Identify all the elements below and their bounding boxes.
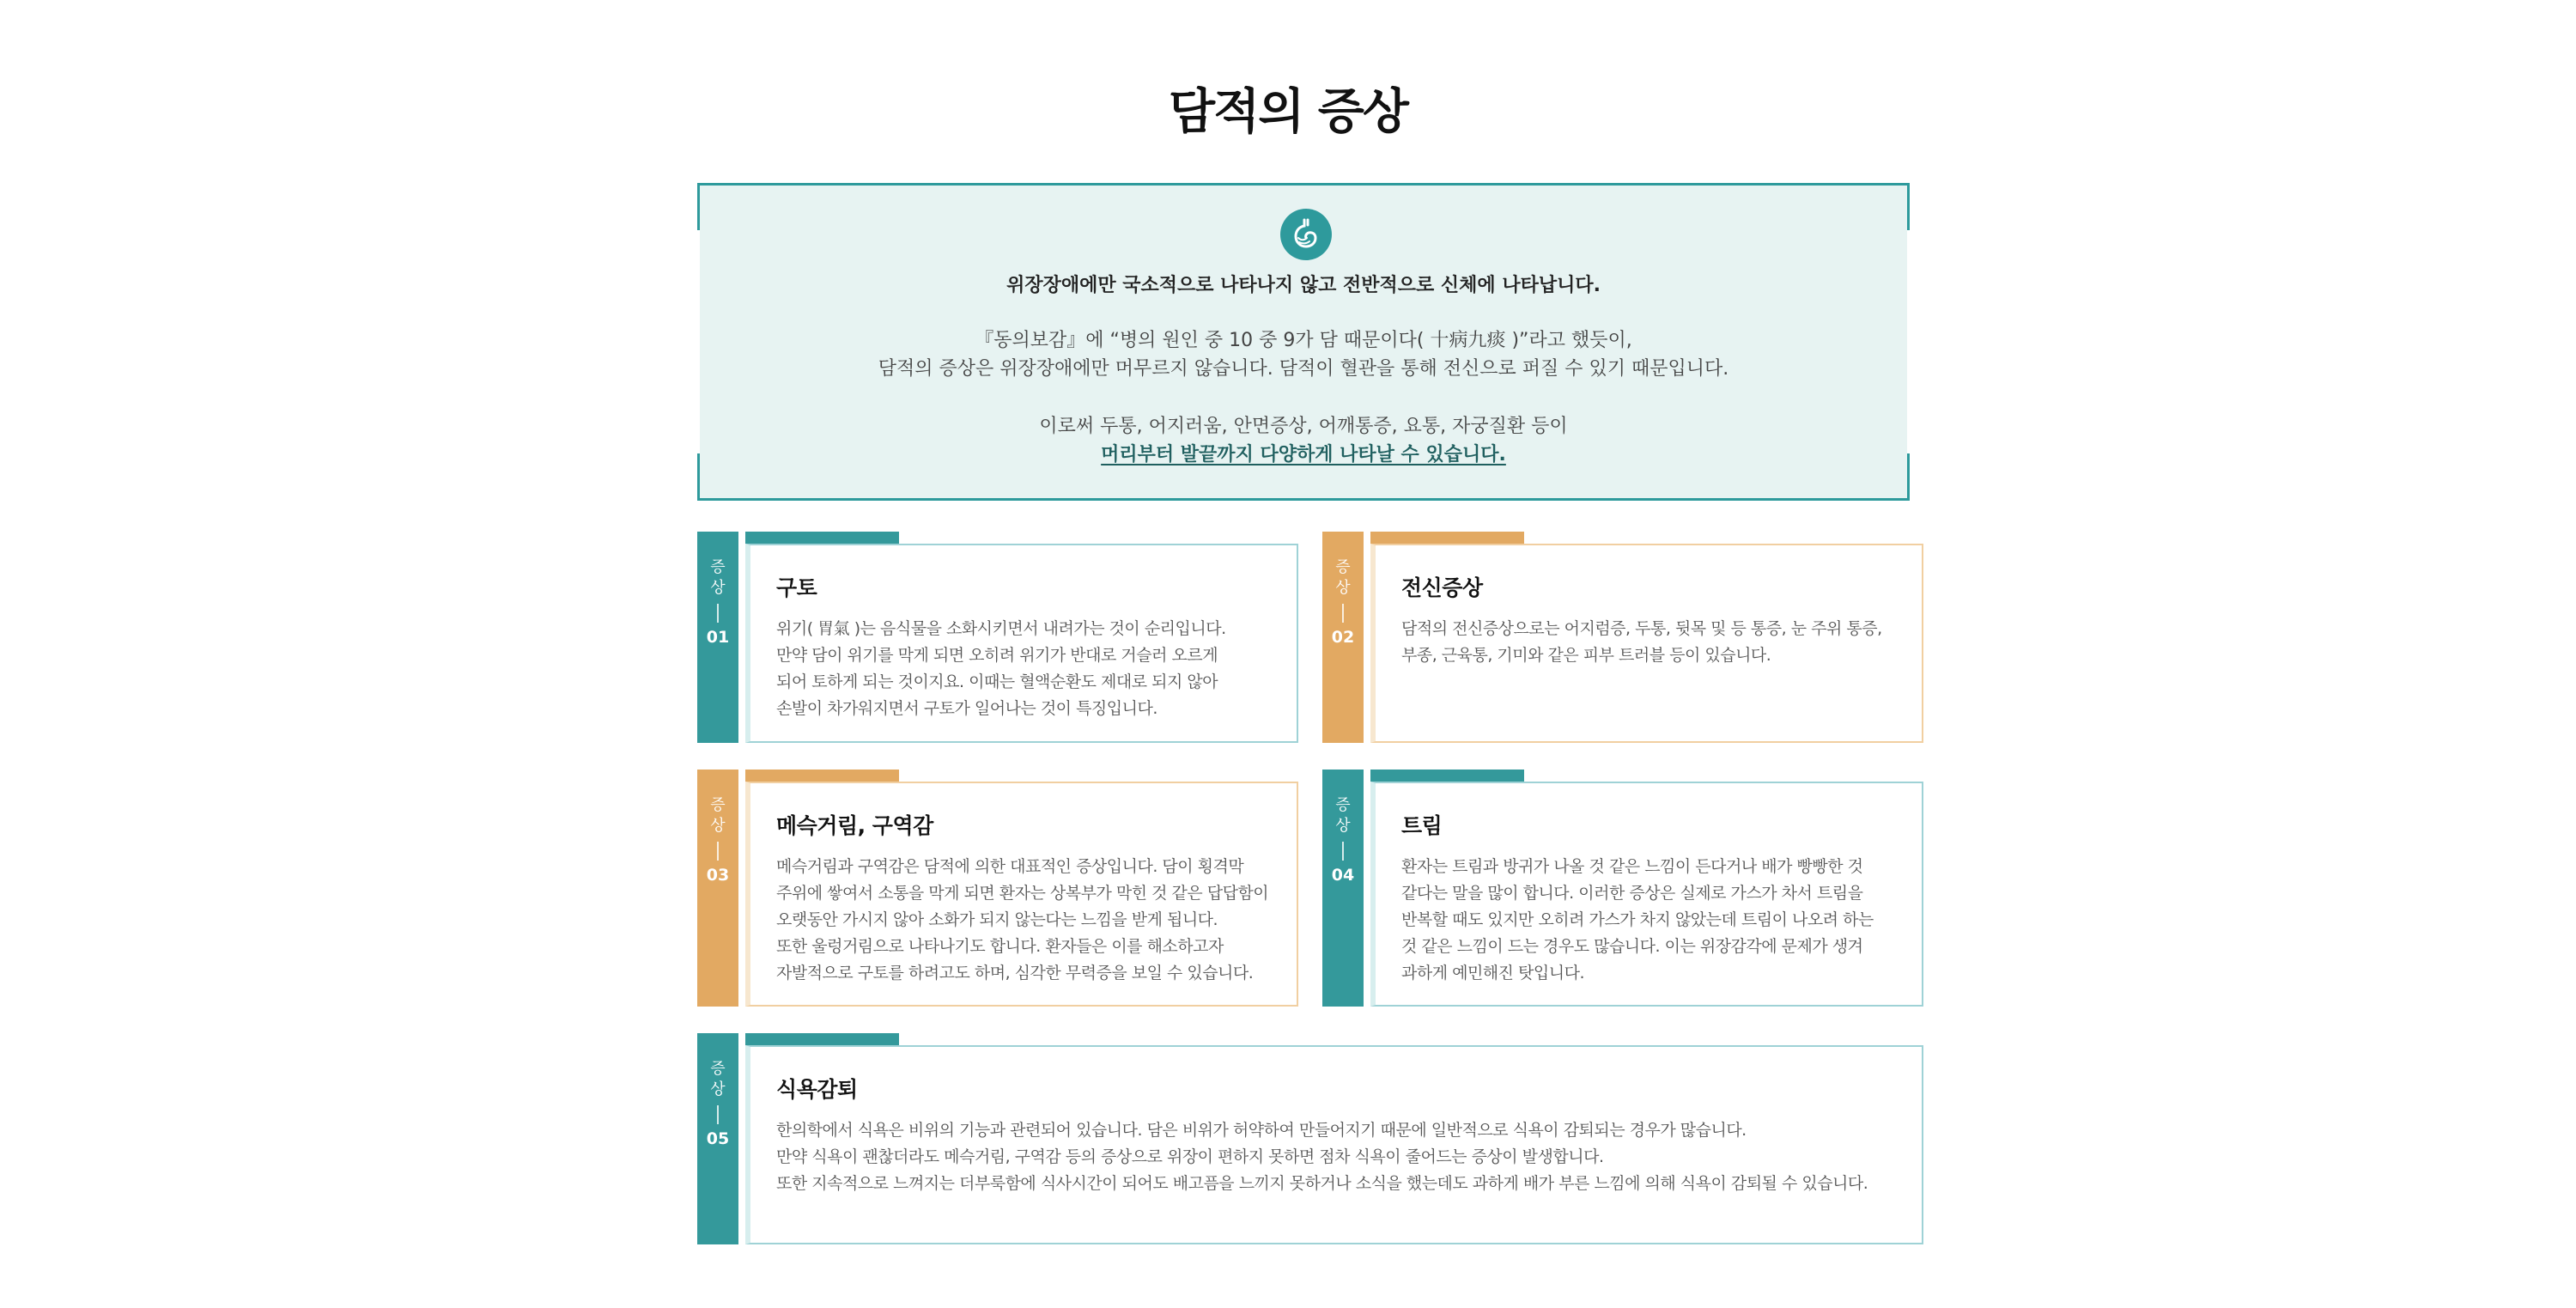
symptom-number: 03 bbox=[706, 866, 730, 885]
symptom-card-01 bbox=[697, 532, 1298, 743]
symptom-number: 05 bbox=[706, 1129, 730, 1148]
symptom-title: 트림 bbox=[1401, 813, 1443, 838]
symptom-number: 04 bbox=[1331, 866, 1355, 885]
page-title: 담적의 증상 bbox=[1169, 84, 1407, 140]
symptom-card-04 bbox=[1322, 770, 1923, 1007]
intro-emphasis-line: 머리부터 발끝까지 다양하게 나타날 수 있습니다. bbox=[1101, 444, 1506, 465]
symptom-description: 메슥거림과 구역감은 담적에 의한 대표적인 증상입니다. 담이 횡격막 주위에 쌓여서 소통을 막게 되면 환자는 상복부가 막힌 것 같은 답답함이 오랫동안 가시지 않아 소화가 되지 않는다는 느낌을 받게 됩니다. 또한 울렁거림으로 나타나기도 합니다. 환자들은 이를 해소하고자 자발적으로 구토를 하려고도 하며, 심각한 무력증을 보일 수 있습니다. bbox=[776, 857, 1269, 983]
symptom-card-05 bbox=[697, 1033, 1923, 1244]
symptom-card-02 bbox=[1322, 532, 1923, 743]
symptom-title: 식욕감퇴 bbox=[776, 1077, 858, 1102]
intro-quote-line: 『동의보감』에 “병의 원인 중 10 중 9가 담 때문이다( 十病九痰 )”라고 했듯이, bbox=[975, 330, 1632, 351]
intro-bottom-border bbox=[697, 498, 1910, 501]
symptom-description: 위기( 胃氣 )는 음식물을 소화시키면서 내려가는 것이 순리입니다. 만약 담이 위기를 막게 되면 오히려 위기가 반대로 거슬러 오르게 되어 토하게 되는 것이지요. 이때는 혈액순환도 제대로 되지 않아 손발이 차가워지면서 구토가 일어나는 것이 특징입니다. bbox=[776, 619, 1226, 718]
symptom-number: 02 bbox=[1331, 628, 1355, 647]
symptom-card-03 bbox=[697, 770, 1298, 1007]
intro-box bbox=[697, 183, 1910, 501]
symptom-label: 증 상 04 bbox=[1322, 770, 1364, 1007]
stomach-icon bbox=[1280, 209, 1332, 260]
intro-lead: 위장장애에만 국소적으로 나타나지 않고 전반적으로 신체에 나타납니다. bbox=[1006, 275, 1601, 296]
symptom-label: 증 상 03 bbox=[697, 770, 738, 1007]
symptom-number: 01 bbox=[706, 628, 730, 647]
symptom-title: 구토 bbox=[776, 575, 817, 600]
intro-reason-line: 담적의 증상은 위장장애에만 머무르지 않습니다. 담적이 혈관을 통해 전신으로 퍼질 수 있기 때문입니다. bbox=[878, 358, 1729, 380]
symptom-description: 한의학에서 식욕은 비위의 기능과 관련되어 있습니다. 담은 비위가 허약하여 만들어지기 때문에 일반적으로 식욕이 감퇴되는 경우가 많습니다. 만약 식욕이 괜찮더라도 메슥거림, 구역감 등의 증상으로 위장이 편하지 못하면 점차 식욕이 줄어드는 증상이 발생합니다. 또한 지속적으로 느껴지는 더부룩함에 식사시간이 되어도 배고픔을 느끼지 못하거나 소식을 했는데도 과하게 배가 부른 느낌에 의해 식욕이 감퇴될 수 있습니다. bbox=[776, 1121, 1868, 1193]
symptom-label: 증 상 02 bbox=[1322, 532, 1364, 743]
symptom-description: 담적의 전신증상으로는 어지럼증, 두통, 뒷목 및 등 통증, 눈 주위 통증, 부종, 근육통, 기미와 같은 피부 트러블 등이 있습니다. bbox=[1401, 619, 1882, 665]
symptom-title: 전신증상 bbox=[1401, 575, 1483, 600]
intro-top-border bbox=[697, 183, 1910, 186]
symptom-label: 증 상 05 bbox=[697, 1033, 738, 1244]
symptom-description: 환자는 트림과 방귀가 나올 것 같은 느낌이 든다거나 배가 빵빵한 것 같다는 말을 많이 합니다. 이러한 증상은 실제로 가스가 차서 트림을 반복할 때도 있지만 오히려 가스가 차지 않았는데 트림이 나오려 하는 것 같은 느낌이 드는 경우도 많습니다. 이는 위장감각에 문제가 생겨 과하게 예민해진 탓입니다. bbox=[1401, 857, 1874, 983]
intro-list-line: 이로써 두통, 어지러움, 안면증상, 어깨통증, 요통, 자궁질환 등이 bbox=[1039, 416, 1568, 437]
symptom-label: 증 상 01 bbox=[697, 532, 738, 743]
symptom-title: 메슥거림, 구역감 bbox=[776, 813, 933, 838]
